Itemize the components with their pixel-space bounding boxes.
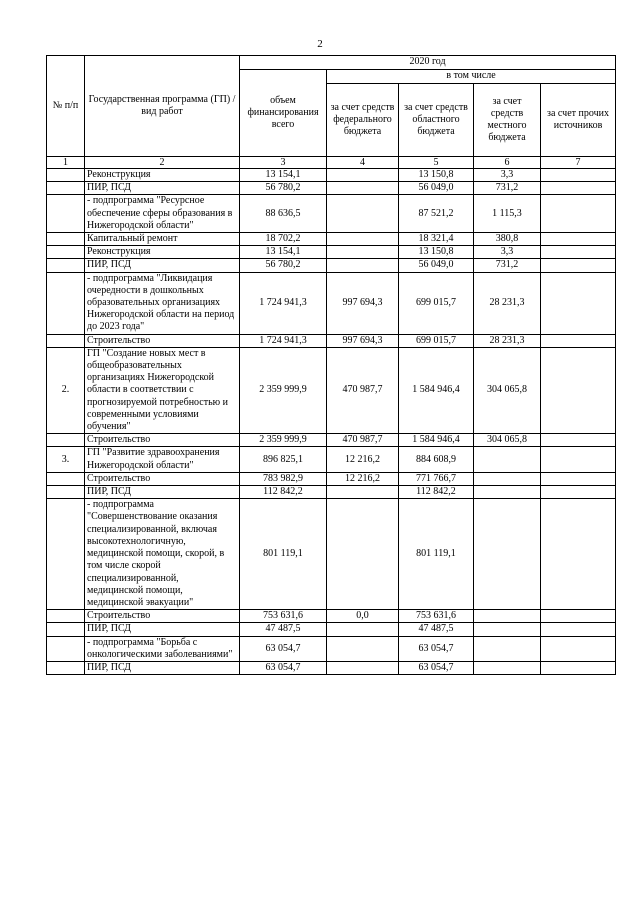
other-value [541,246,616,259]
row-number [47,486,85,499]
other-value [541,610,616,623]
regional-value: 884 608,9 [399,447,474,472]
local-value: 28 231,3 [474,334,541,347]
row-number [47,182,85,195]
header-federal: за счет средств федерального бюджета [327,84,399,157]
local-value: 304 065,8 [474,347,541,433]
table-row [47,623,616,636]
other-value [541,434,616,447]
column-number: 4 [327,157,399,169]
row-name: Реконструкция [85,169,240,182]
local-value [474,610,541,623]
total-value: 783 982,9 [240,472,327,485]
total-value: 801 119,1 [240,499,327,610]
table-row [47,434,616,447]
other-value [541,182,616,195]
local-value [474,499,541,610]
header-no: № п/п [47,56,85,157]
row-name: ПИР, ПСД [85,182,240,195]
regional-value: 18 321,4 [399,233,474,246]
row-name: Реконструкция [85,246,240,259]
federal-value: 997 694,3 [327,334,399,347]
other-value [541,499,616,610]
row-number: 3. [47,447,85,472]
table-row [47,259,616,272]
federal-value: 997 694,3 [327,272,399,334]
regional-value: 1 584 946,4 [399,434,474,447]
regional-value: 801 119,1 [399,499,474,610]
total-value: 13 154,1 [240,169,327,182]
federal-value: 0,0 [327,610,399,623]
other-value [541,472,616,485]
column-number: 3 [240,157,327,169]
regional-value: 56 049,0 [399,182,474,195]
row-number [47,233,85,246]
header-program: Государственная программа (ГП) / вид работ [85,56,240,157]
regional-value: 1 584 946,4 [399,347,474,433]
federal-value: 470 987,7 [327,434,399,447]
other-value [541,169,616,182]
table-row [47,636,616,661]
federal-value [327,499,399,610]
total-value: 2 359 999,9 [240,434,327,447]
total-value: 13 154,1 [240,246,327,259]
page-number: 2 [317,38,323,50]
table-row [47,246,616,259]
table-row [47,472,616,485]
local-value: 380,8 [474,233,541,246]
regional-value: 13 150,8 [399,246,474,259]
local-value [474,472,541,485]
row-name: ПИР, ПСД [85,486,240,499]
row-name: ПИР, ПСД [85,259,240,272]
federal-value: 12 216,2 [327,447,399,472]
row-name: - подпрограмма "Ресурсное обеспечение сферы образования в Нижегородской области" [85,195,240,233]
row-number [47,195,85,233]
total-value: 18 702,2 [240,233,327,246]
row-number [47,661,85,674]
row-number [47,259,85,272]
federal-value [327,636,399,661]
row-name: Строительство [85,334,240,347]
regional-value: 63 054,7 [399,636,474,661]
table-row [47,610,616,623]
federal-value [327,246,399,259]
row-number: 2. [47,347,85,433]
regional-value: 753 631,6 [399,610,474,623]
local-value: 1 115,3 [474,195,541,233]
table-row [47,347,616,433]
total-value: 753 631,6 [240,610,327,623]
local-value: 3,3 [474,169,541,182]
header-including: в том числе [327,70,616,84]
regional-value: 56 049,0 [399,259,474,272]
other-value [541,447,616,472]
header-local: за счет средств местного бюджета [474,84,541,157]
other-value [541,623,616,636]
federal-value [327,259,399,272]
local-value [474,636,541,661]
row-name: ПИР, ПСД [85,661,240,674]
row-number [47,636,85,661]
regional-value: 771 766,7 [399,472,474,485]
table-row [47,182,616,195]
row-name: Строительство [85,472,240,485]
total-value: 896 825,1 [240,447,327,472]
regional-value: 87 521,2 [399,195,474,233]
row-name: Строительство [85,434,240,447]
local-value: 28 231,3 [474,272,541,334]
row-name: Капитальный ремонт [85,233,240,246]
other-value [541,636,616,661]
header-year: 2020 год [240,56,616,70]
total-value: 1 724 941,3 [240,272,327,334]
regional-value: 13 150,8 [399,169,474,182]
other-value [541,347,616,433]
federal-value [327,486,399,499]
column-number: 5 [399,157,474,169]
column-number: 6 [474,157,541,169]
row-number [47,334,85,347]
table-row [47,661,616,674]
federal-value [327,169,399,182]
federal-value [327,661,399,674]
local-value [474,447,541,472]
local-value [474,623,541,636]
total-value: 1 724 941,3 [240,334,327,347]
header-total: объем финансирования всего [240,70,327,157]
row-number [47,246,85,259]
row-name: - подпрограмма "Ликвидация очередности в дошкольных образовательных организациях Нижегородской области на период до 2023 года" [85,272,240,334]
local-value: 731,2 [474,259,541,272]
federal-value: 12 216,2 [327,472,399,485]
table-body [47,169,616,675]
table-row [47,233,616,246]
federal-value [327,233,399,246]
table-row [47,499,616,610]
table-row [47,334,616,347]
total-value: 112 842,2 [240,486,327,499]
row-number [47,610,85,623]
column-number: 1 [47,157,85,169]
federal-value [327,182,399,195]
local-value: 3,3 [474,246,541,259]
total-value: 63 054,7 [240,636,327,661]
other-value [541,272,616,334]
total-value: 47 487,5 [240,623,327,636]
regional-value: 699 015,7 [399,272,474,334]
row-number [47,472,85,485]
local-value [474,661,541,674]
header-other: за счет прочих источников [541,84,616,157]
total-value: 56 780,2 [240,259,327,272]
column-number: 7 [541,157,616,169]
column-number-row [47,157,616,169]
row-number [47,499,85,610]
header-regional: за счет средств областного бюджета [399,84,474,157]
row-name: - подпрограмма "Борьба с онкологическими заболеваниями" [85,636,240,661]
row-name: ПИР, ПСД [85,623,240,636]
local-value: 304 065,8 [474,434,541,447]
table-row [47,169,616,182]
regional-value: 112 842,2 [399,486,474,499]
row-name: ГП "Развитие здравоохранения Нижегородской области" [85,447,240,472]
row-number [47,434,85,447]
federal-value [327,195,399,233]
federal-value: 470 987,7 [327,347,399,433]
row-name: ГП "Создание новых мест в общеобразовательных организациях Нижегородской области в соответствии с прогнозируемой потребностью и современными условиями обучения" [85,347,240,433]
regional-value: 47 487,5 [399,623,474,636]
table-row [47,486,616,499]
table-row [47,195,616,233]
total-value: 56 780,2 [240,182,327,195]
regional-value: 699 015,7 [399,334,474,347]
other-value [541,259,616,272]
total-value: 2 359 999,9 [240,347,327,433]
local-value: 731,2 [474,182,541,195]
table-row [47,447,616,472]
other-value [541,334,616,347]
row-number [47,623,85,636]
column-number: 2 [85,157,240,169]
other-value [541,661,616,674]
total-value: 63 054,7 [240,661,327,674]
table-row [47,272,616,334]
total-value: 88 636,5 [240,195,327,233]
federal-value [327,623,399,636]
row-number [47,272,85,334]
budget-table [46,55,616,675]
regional-value: 63 054,7 [399,661,474,674]
row-name: - подпрограмма "Совершенствование оказания специализированной, включая высокотехнологичную, медицинской помощи, скорой, в том числе скорой специализированной, медицинской помощи, медицинской эвакуации" [85,499,240,610]
other-value [541,486,616,499]
other-value [541,195,616,233]
local-value [474,486,541,499]
row-name: Строительство [85,610,240,623]
row-number [47,169,85,182]
other-value [541,233,616,246]
